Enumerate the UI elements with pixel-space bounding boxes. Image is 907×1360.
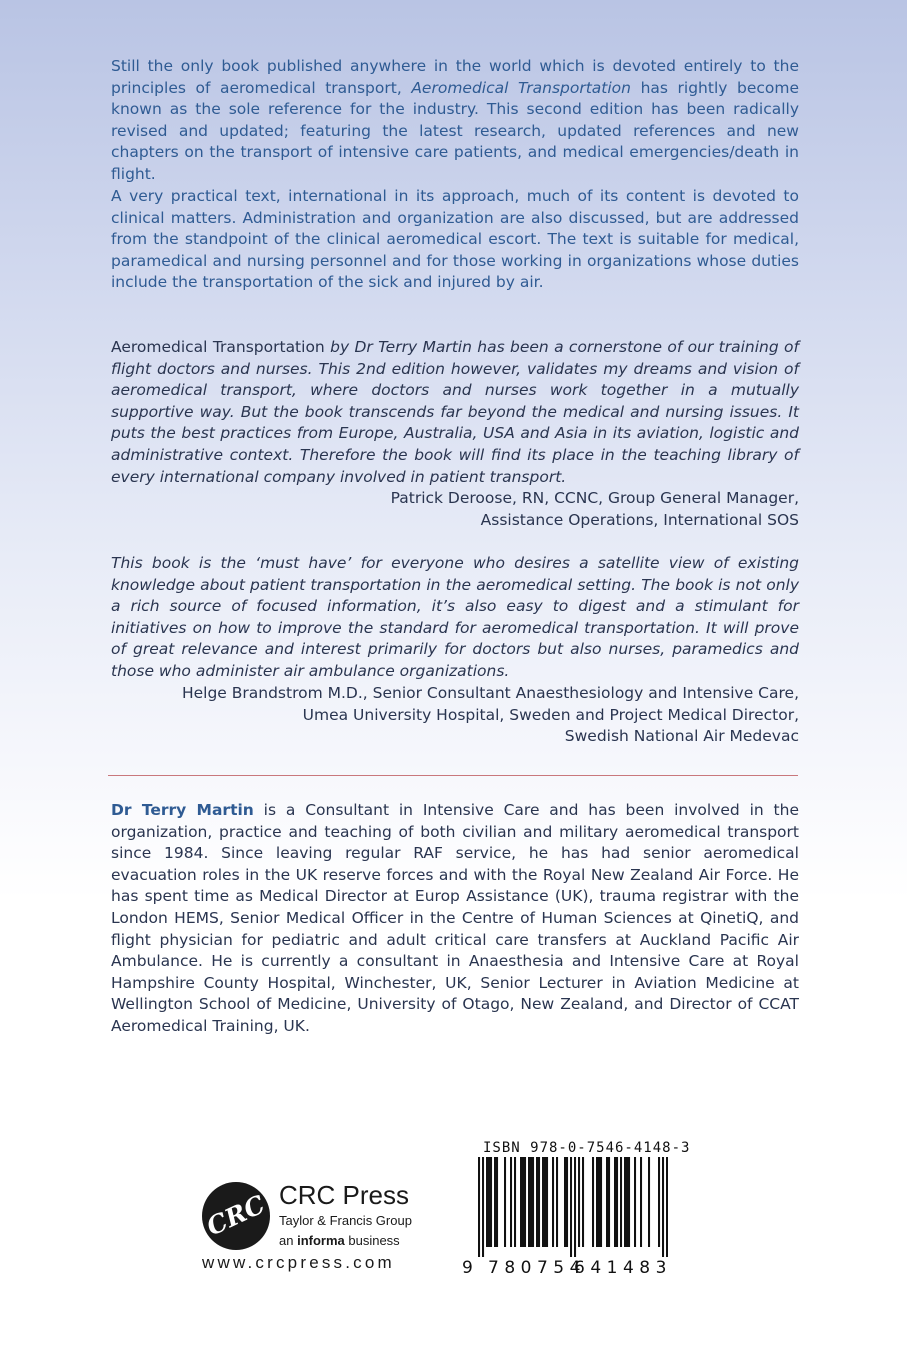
publisher-name: CRC Press [279, 1180, 410, 1210]
barcode-bar [552, 1157, 554, 1247]
barcode-first-digit: 9 [462, 1258, 473, 1278]
barcode-bar [556, 1157, 558, 1247]
barcode-bar [616, 1157, 618, 1247]
barcode-bar [626, 1157, 628, 1247]
barcode-bar [490, 1157, 492, 1247]
author-bio-text: is a Consultant in Intensive Care and has been involved in the organization, practice and teaching of both civilian and military aeromedical transport since 1984. Since leaving regular RAF service, he has had senior aeromedical evacuation roles in the UK reserve forces and with the Royal New Zealand Air Force. He has spent time as Medical Director at Europ Assistance (UK), trauma registrar with the London HEMS, Senior Medical Officer in the Centre of Human Sciences at QinetiQ, and flight physician for pediatric and adult critical care transfers at Auckland Pacific Air Ambulance. He is currently a consultant in Anaesthesia and Intensive Care at Royal Hampshire County Hospital, Winchester, UK, Senior Lecturer in Aviation Medicine at Wellington School of Medicine, University of Otago, New Zealand, and Director of CCAT Aeromedical Training, UK. [111, 801, 799, 1035]
barcode-bar [596, 1157, 598, 1247]
barcode-bar [528, 1157, 530, 1247]
barcode-bar [520, 1157, 522, 1247]
barcode-bar [514, 1157, 516, 1247]
attribution-line: Swedish National Air Medevac [564, 727, 799, 746]
barcode-bar [546, 1157, 548, 1247]
barcode-bar [530, 1157, 532, 1247]
review-1-attribution [111, 488, 799, 531]
barcode-bar [578, 1157, 580, 1247]
barcode-left-digits: 780754 [488, 1258, 586, 1278]
barcode-bar [620, 1157, 622, 1247]
barcode-bar [524, 1157, 526, 1247]
barcode-bar [582, 1157, 584, 1247]
barcode-bar [628, 1157, 630, 1247]
blurb-text-post: has rightly become known as the sole reference for the industry. This second edition has been radically revised and updated; featuring the latest research, updated references and new chapters on the transport of intensive care patients, and medical emergencies/death in flight. [111, 78, 800, 183]
barcode-bar [522, 1157, 524, 1247]
barcode-bar [624, 1157, 626, 1247]
barcode-bar [608, 1157, 610, 1247]
isbn-label: ISBN 978-0-7546-4148-3 [483, 1140, 691, 1156]
barcode-bar [640, 1157, 642, 1247]
book-title: Aeromedical Transportation [411, 78, 631, 97]
blurb-paragraph-1 [111, 56, 799, 186]
attribution-line: Patrick Deroose, RN, CCNC, Group General Manager, [390, 489, 799, 507]
attribution-line: Umea University Hospital, Sweden and Project Medical Director, [302, 705, 799, 724]
review-1 [111, 337, 799, 488]
barcode-bar [536, 1157, 538, 1247]
barcode-bar [486, 1157, 488, 1247]
review-1-book-title: Aeromedical Transportation [111, 338, 325, 356]
section-divider [108, 775, 798, 776]
blurb-paragraph-2: A very practical text, international in its approach, much of its content is devoted to clinical matters. Administration and organization are also discussed, but are addressed from the standpoint of the clinical aeromedical escort. The text is suitable for medical, paramedical and nursing personnel and for those working in organizations whose duties include the transportation of the sick and injured by air. [111, 187, 799, 292]
barcode-bar [488, 1157, 490, 1247]
attribution-line: Helge Brandstrom M.D., Senior Consultant Anaesthesiology and Intensive Care, [181, 684, 799, 702]
author-name: Dr Terry Martin [111, 801, 254, 819]
barcode-bar [574, 1157, 576, 1257]
barcode-bar [496, 1157, 498, 1247]
author-bio [111, 800, 799, 1038]
barcode-bar [592, 1157, 594, 1247]
barcode-right-digits: 641483 [574, 1258, 672, 1278]
barcode-bar [666, 1157, 668, 1257]
barcode-bar [544, 1157, 546, 1247]
tagline-pre: an [279, 1233, 298, 1248]
barcode-bar [532, 1157, 534, 1247]
attribution-line: Assistance Operations, International SOS [480, 510, 799, 529]
review-2-attribution [111, 683, 799, 748]
publisher-group: Taylor & Francis Group [279, 1213, 412, 1228]
tagline-post: business [344, 1233, 400, 1248]
review-2-text: This book is the ‘must have’ for everyone who desires a satellite view of existing knowledge about patient transportation in the aeromedical setting. The book is not only a rich source of focused information, it’s also easy to digest and a stimulant for initiatives on how to improve the standard for aeromedical transportation. It will prove of great relevance and interest primarily for doctors but also nurses, paramedics and those who administer air ambulance organizations. [111, 554, 799, 680]
barcode-bar [606, 1157, 608, 1247]
barcode-bar [478, 1157, 480, 1257]
barcode-bar [482, 1157, 484, 1257]
blurb-text-pre: Still the only book published anywhere in the world which is devoted entirely to the principles of aeromedical transport, [111, 57, 799, 97]
review-2 [111, 553, 799, 683]
tagline-bold: informa [297, 1233, 345, 1248]
barcode-bar [648, 1157, 650, 1247]
barcode-bars [478, 1157, 668, 1257]
barcode-bar [566, 1157, 568, 1247]
barcode-bar [504, 1157, 506, 1247]
barcode-bar [570, 1157, 572, 1257]
publisher-tagline [279, 1233, 400, 1249]
barcode-bar [494, 1157, 496, 1247]
barcode-bar [510, 1157, 512, 1247]
barcode-bar [564, 1157, 566, 1247]
barcode-bar [538, 1157, 540, 1247]
crc-logo-icon [202, 1182, 270, 1250]
barcode-bar [542, 1157, 544, 1247]
barcode-bar [614, 1157, 616, 1247]
barcode-bar [600, 1157, 602, 1247]
barcode-bar [662, 1157, 664, 1257]
isbn-barcode [462, 1157, 672, 1278]
barcode-bar [598, 1157, 600, 1247]
barcode-bar [634, 1157, 636, 1247]
crc-logo-text: CRC [202, 1189, 270, 1242]
barcode-bar [658, 1157, 660, 1247]
publisher-url: www.crcpress.com [202, 1253, 395, 1272]
review-1-text: by Dr Terry Martin has been a cornerstone of our training of flight doctors and nurses. This 2nd edition however, validates my dreams and vision of aeromedical transport, where doctors and nurses work together in a mutually supportive way. But the book transcends far beyond the medical and nursing issues. It puts the best practices from Europe, Australia, USA and Asia in its aviation, logistic and administrative context. Therefore the book will find its place in the teaching library of every international company involved in patient transport. [111, 338, 800, 486]
